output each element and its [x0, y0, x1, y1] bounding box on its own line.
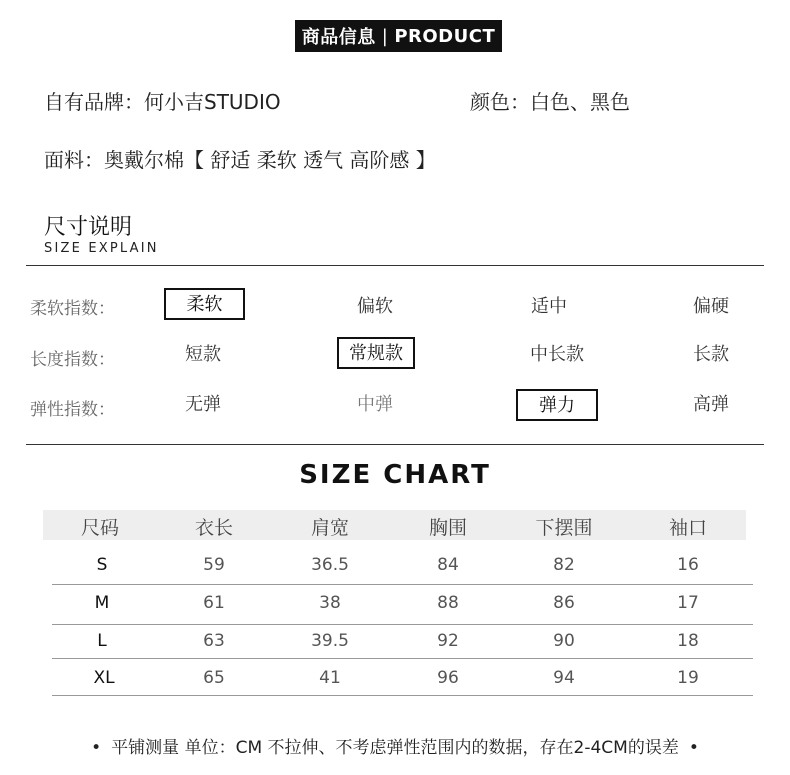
table-cell-size: XL [93, 668, 115, 688]
table-cell: 92 [437, 631, 459, 651]
table-cell: 90 [553, 631, 575, 651]
table-cell: 84 [437, 555, 459, 575]
elasticity-option-stretch-selected: 弹力 [516, 389, 598, 421]
col-header-chest: 胸围 [428, 517, 467, 539]
table-cell: 39.5 [311, 631, 349, 651]
table-cell: 17 [677, 593, 699, 613]
table-cell-size: S [96, 555, 108, 575]
elasticity-option-medium: 中弹 [357, 394, 393, 415]
softness-option-slightly-soft: 偏软 [357, 296, 393, 317]
length-index-label: 长度指数： [30, 350, 115, 370]
table-cell: 59 [203, 555, 225, 575]
bullet-left: • [91, 738, 102, 758]
row-divider [52, 658, 753, 659]
table-cell: 38 [319, 593, 341, 613]
length-option-short: 短款 [185, 344, 221, 365]
col-header-shoulder: 肩宽 [310, 517, 349, 539]
table-cell: 94 [553, 668, 575, 688]
brand-text: 自有品牌：何小吉STUDIO [44, 90, 281, 114]
table-cell: 86 [553, 593, 575, 613]
banner-title-en: PRODUCT [394, 25, 496, 47]
softness-index-label: 柔软指数： [30, 299, 115, 319]
table-cell: 63 [203, 631, 225, 651]
table-cell: 41 [319, 668, 341, 688]
banner-separator: | [381, 25, 389, 47]
banner-title-cn: 商品信息 [301, 27, 376, 48]
col-header-cuff: 袖口 [668, 517, 707, 539]
softness-option-medium: 适中 [531, 296, 567, 317]
table-cell-size: M [94, 593, 110, 613]
table-cell: 88 [437, 593, 459, 613]
size-explain-title: 尺寸说明 [44, 215, 133, 240]
table-cell: 61 [203, 593, 225, 613]
measurement-note [0, 733, 790, 758]
table-cell: 65 [203, 668, 225, 688]
row-divider [52, 695, 753, 696]
divider-top [26, 265, 764, 266]
table-cell-size: L [97, 631, 107, 651]
length-option-regular-selected: 常规款 [337, 337, 415, 369]
fabric-text: 面料：奥戴尔棉【 舒适 柔软 透气 高阶感 】 [44, 148, 436, 172]
color-text: 颜色：白色、黑色 [470, 90, 630, 114]
col-header-size: 尺码 [80, 517, 119, 539]
table-cell: 96 [437, 668, 459, 688]
product-info-banner [295, 20, 502, 52]
size-explain-subtitle: SIZE EXPLAIN [44, 241, 159, 256]
table-cell: 19 [677, 668, 699, 688]
softness-option-soft-selected: 柔软 [164, 288, 245, 320]
elasticity-option-high: 高弹 [693, 394, 729, 415]
table-cell: 18 [677, 631, 699, 651]
row-divider [52, 584, 753, 585]
table-cell: 36.5 [311, 555, 349, 575]
row-divider [52, 624, 753, 625]
elasticity-index-label: 弹性指数： [30, 400, 115, 420]
softness-option-slightly-stiff: 偏硬 [693, 296, 729, 317]
table-cell: 16 [677, 555, 699, 575]
elasticity-option-none: 无弹 [185, 394, 221, 415]
length-option-mid-long: 中长款 [530, 344, 584, 365]
col-header-length: 衣长 [194, 517, 233, 539]
bullet-right: • [688, 738, 699, 758]
length-option-long: 长款 [693, 344, 729, 365]
divider-bottom [26, 444, 764, 445]
col-header-hem: 下摆围 [535, 517, 593, 539]
size-chart-title: SIZE CHART [299, 460, 491, 490]
measurement-note-text: 平铺测量 单位：CM 不拉伸、不考虑弹性范围内的数据，存在2-4CM的误差 [111, 738, 679, 758]
table-cell: 82 [553, 555, 575, 575]
